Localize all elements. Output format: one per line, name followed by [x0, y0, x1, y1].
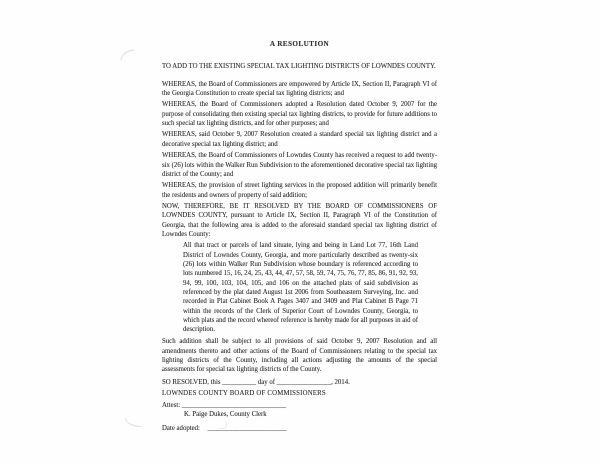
whereas-clause-3: WHEREAS, said October 9, 2007 Resolution created a standard special tax lighting district and a decorative special tax lighting district; and: [162, 131, 437, 148]
whereas-clause-5: WHEREAS, the provision of street lighting services in the proposed addition will primarily benefit the residents and owners of property of said addition;: [162, 182, 437, 199]
scan-artifact-top-curl: [120, 49, 136, 61]
so-resolved-line: SO RESOLVED, this __________ day of ________________, 2014.: [162, 378, 350, 386]
board-of-commissioners-line: LOWNDES COUNTY BOARD OF COMMISSIONERS: [162, 390, 326, 398]
whereas-clause-4: WHEREAS, the Board of Commissioners of Lowndes County has received a request to add twenty-six (26) lots within the Walker Run Subdivision to the aforementioned decorative special tax lighting district of the County; and: [162, 152, 437, 178]
date-adopted-row: [162, 424, 437, 433]
legal-description-block: All that tract or parcels of land situate, lying and being in Land Lot 77, 16th Land District of Lowndes County, Georgia, and more particularly described as twenty-six (26) lots within Walker Run Subdivision whose boundary is referenced according to lots numbered 15, 16, 24, 25, 43, 44, 47, 57, 58, 59, 74, 75, 76, 77, 85, 86, 91, 92, 93, 94, 99, 100, 103, 104, 105, and 106 on the attached plats of said subdivision as referenced by the plat dated August 1st 2006 from Southeastern Surveying, Inc. and recorded in Plat Cabinet Book A Pages 3407 and 3409 and Plat Cabinet B Page 71 within the records of the Clerk of Superior Court of Lowndes County, Georgia, to which plats and the record whereof reference is hereby made for all purposes in aid of description.: [183, 242, 418, 334]
whereas-clause-2: WHEREAS, the Board of Commissioners adopted a Resolution dated October 9, 2007 for the purpose of consolidating then existing special tax lighting districts, to provide for future additions to such special tax lighting districts, and for other purposes; and: [162, 101, 437, 127]
date-adopted-line: ______________________: [207, 425, 287, 433]
scan-artifact-bottom-curl: [125, 418, 141, 427]
document-title: A RESOLUTION: [269, 40, 330, 48]
document-subject-line: TO ADD TO THE EXISTING SPECIAL TAX LIGHTING DISTRICTS OF LOWNDES COUNTY.: [162, 63, 436, 71]
document-body: [162, 40, 437, 433]
whereas-clause-1: WHEREAS, the Board of Commissioners are empowered by Article IX, Section II, Paragraph VI of the Georgia Constitution to create special tax lighting districts; and: [162, 80, 437, 97]
closing-paragraph: Such addition shall be subject to all provisions of said October 9, 2007 Resolution and all amendments thereto and other actions of the Board of Commissioners relating to the special tax lighting districts of the County, including all actions adjusting the amounts of the special assessments for special tax lighting districts of the County.: [162, 338, 437, 374]
county-clerk-name: K. Paige Dukes, County Clerk: [184, 410, 267, 418]
attest-label: Attest:: [162, 401, 181, 409]
attest-row: [162, 401, 437, 410]
date-adopted-label: Date adopted:: [162, 425, 200, 433]
attest-signature-line: _____________________________: [181, 401, 287, 409]
resolved-clause: NOW, THEREFORE, BE IT RESOLVED BY THE BOARD OF COMMISSIONERS OF LOWNDES COUNTY, pursuant to Article IX, Section II, Paragraph VI of the Constitution of Georgia, that the following area is added to the aforesaid standard special tax lighting district of Lowndes County:: [162, 203, 437, 238]
